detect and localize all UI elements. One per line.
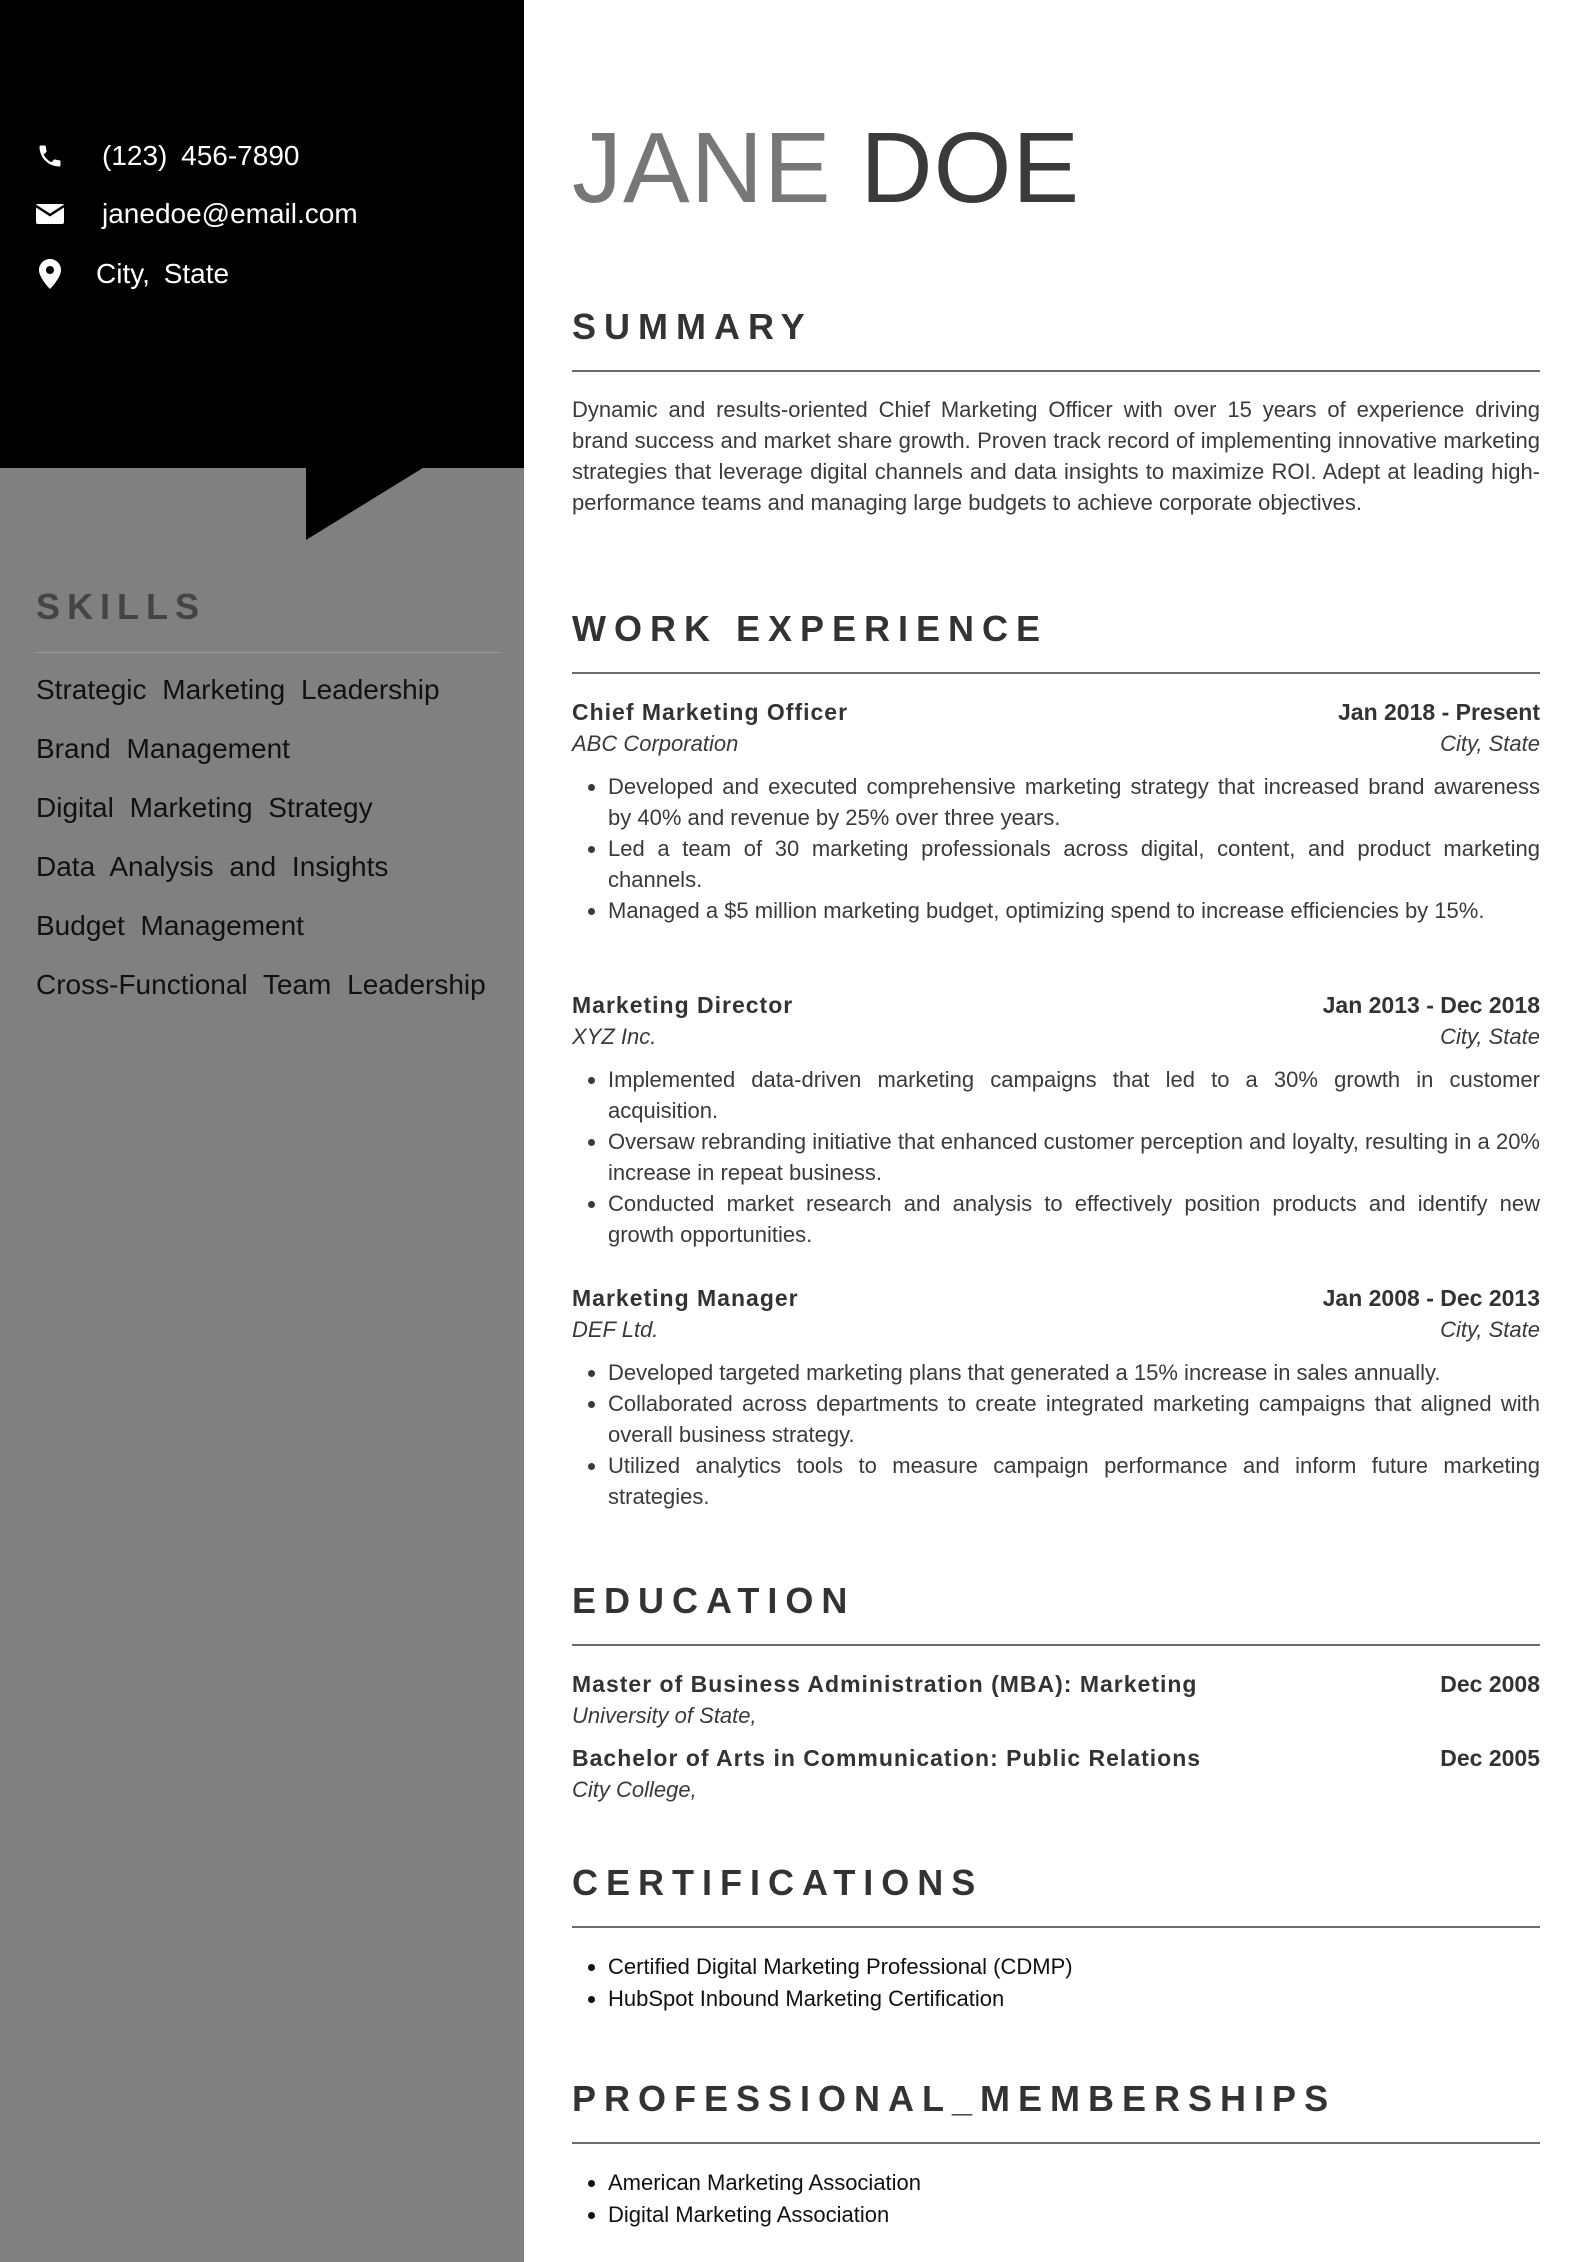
- education-date: Dec 2008: [1440, 1671, 1540, 1697]
- education-divider: [572, 1644, 1540, 1646]
- memberships-heading: PROFESSIONAL_MEMBERSHIPS: [572, 2078, 1337, 2119]
- phone-icon: [34, 140, 66, 172]
- job-bullet: • Utilized analytics tools to measure campaign performance and inform future marketing strategies.: [608, 1450, 1540, 1512]
- education-degree: Bachelor of Arts in Communication: Public Relations: [572, 1745, 1202, 1771]
- job-bullet: • Developed and executed comprehensive marketing strategy that increased brand awareness by 40% and revenue by 25% over three years.: [608, 771, 1540, 833]
- job-bullet: • Implemented data-driven marketing campaigns that led to a 30% growth in customer acquisition.: [608, 1064, 1540, 1126]
- job-location: City, State: [1440, 1317, 1540, 1342]
- job-bullet: • Collaborated across departments to create integrated marketing campaigns that aligned with overall business strategy.: [608, 1388, 1540, 1450]
- summary-divider: [572, 370, 1540, 372]
- skill-item: Cross-Functional Team Leadership: [36, 969, 486, 1000]
- skill-item: Budget Management: [36, 910, 304, 941]
- contact-email: janedoe@email.com: [102, 198, 358, 229]
- membership-item: • American Marketing Association: [608, 2167, 1576, 2199]
- job-bullets: [572, 1357, 1540, 1512]
- contact-email-row: [34, 198, 358, 230]
- job-company: DEF Ltd.: [572, 1317, 659, 1342]
- education-entry: [572, 1668, 1540, 1731]
- first-name: JANE: [572, 112, 832, 224]
- job-bullet: • Led a team of 30 marketing professionals across digital, content, and product marketing channels.: [608, 833, 1540, 895]
- contact-phone: (123) 456-7890: [102, 140, 300, 171]
- skills-heading: SKILLS: [36, 586, 207, 627]
- education-heading: EDUCATION: [572, 1580, 856, 1621]
- contact-block-notch: [306, 466, 426, 540]
- contact-block: [0, 0, 524, 468]
- skill-item: Digital Marketing Strategy: [36, 792, 373, 823]
- job-bullet: • Developed targeted marketing plans that generated a 15% increase in sales annually.: [608, 1357, 1540, 1388]
- education-school: University of State,: [572, 1703, 757, 1728]
- skills-divider: [36, 652, 500, 653]
- experience-divider: [572, 672, 1540, 674]
- contact-location-row: [34, 258, 229, 290]
- certification-item: • Certified Digital Marketing Professional (CDMP): [608, 1951, 1576, 1983]
- map-pin-icon: [34, 258, 66, 290]
- job-location: City, State: [1440, 1024, 1540, 1049]
- job-bullet: • Oversaw rebranding initiative that enhanced customer perception and loyalty, resulting in a 20% increase in repeat business.: [608, 1126, 1540, 1188]
- summary-text: Dynamic and results-oriented Chief Marketing Officer with over 15 years of experience driving brand success and market share growth. Proven track record of implementing innovative marketing strategies that leverage digital channels and data insights to maximize ROI. Adept at leading high-performance teams and managing large budgets to achieve corporate objectives.: [572, 397, 1540, 515]
- job-dates: Jan 2013 - Dec 2018: [1322, 992, 1540, 1018]
- skill-item: Data Analysis and Insights: [36, 851, 389, 882]
- certification-item: • HubSpot Inbound Marketing Certification: [608, 1983, 1576, 2015]
- job-dates: Jan 2008 - Dec 2013: [1322, 1285, 1540, 1311]
- skill-item: Strategic Marketing Leadership: [36, 674, 440, 705]
- job-bullet: • Managed a $5 million marketing budget, optimizing spend to increase efficiencies by 15%.: [608, 895, 1540, 926]
- job-entry: [572, 696, 1540, 926]
- job-bullets: [572, 1064, 1540, 1250]
- skill-item: Brand Management: [36, 733, 290, 764]
- job-title: Marketing Manager: [572, 1285, 799, 1311]
- summary-heading: SUMMARY: [572, 306, 813, 347]
- job-entry: [572, 1282, 1540, 1512]
- memberships-divider: [572, 2142, 1540, 2144]
- education-school: City College,: [572, 1777, 697, 1802]
- experience-heading: WORK EXPERIENCE: [572, 608, 1049, 649]
- certifications-divider: [572, 1926, 1540, 1928]
- education-date: Dec 2005: [1440, 1745, 1540, 1771]
- job-title: Marketing Director: [572, 992, 794, 1018]
- membership-item: • Digital Marketing Association: [608, 2199, 1576, 2231]
- job-bullet: • Conducted market research and analysis to effectively position products and identify new growth opportunities.: [608, 1188, 1540, 1250]
- sidebar: [0, 0, 524, 2262]
- job-bullets: [572, 771, 1540, 926]
- job-location: City, State: [1440, 731, 1540, 756]
- education-degree: Master of Business Administration (MBA): Marketing: [572, 1671, 1198, 1697]
- job-company: XYZ Inc.: [572, 1024, 657, 1049]
- certifications-list: [572, 1951, 1576, 2015]
- contact-location: City, State: [96, 258, 230, 289]
- contact-phone-row: [34, 140, 299, 172]
- memberships-list: [572, 2167, 1576, 2231]
- education-entry: [572, 1742, 1540, 1805]
- last-name: DOE: [860, 112, 1081, 224]
- job-company: ABC Corporation: [572, 731, 739, 756]
- skills-list: [36, 669, 486, 1023]
- job-title: Chief Marketing Officer: [572, 699, 849, 725]
- candidate-name: [572, 108, 1080, 228]
- envelope-icon: [34, 198, 66, 230]
- job-dates: Jan 2018 - Present: [1337, 699, 1540, 725]
- certifications-heading: CERTIFICATIONS: [572, 1862, 984, 1903]
- job-entry: [572, 989, 1540, 1250]
